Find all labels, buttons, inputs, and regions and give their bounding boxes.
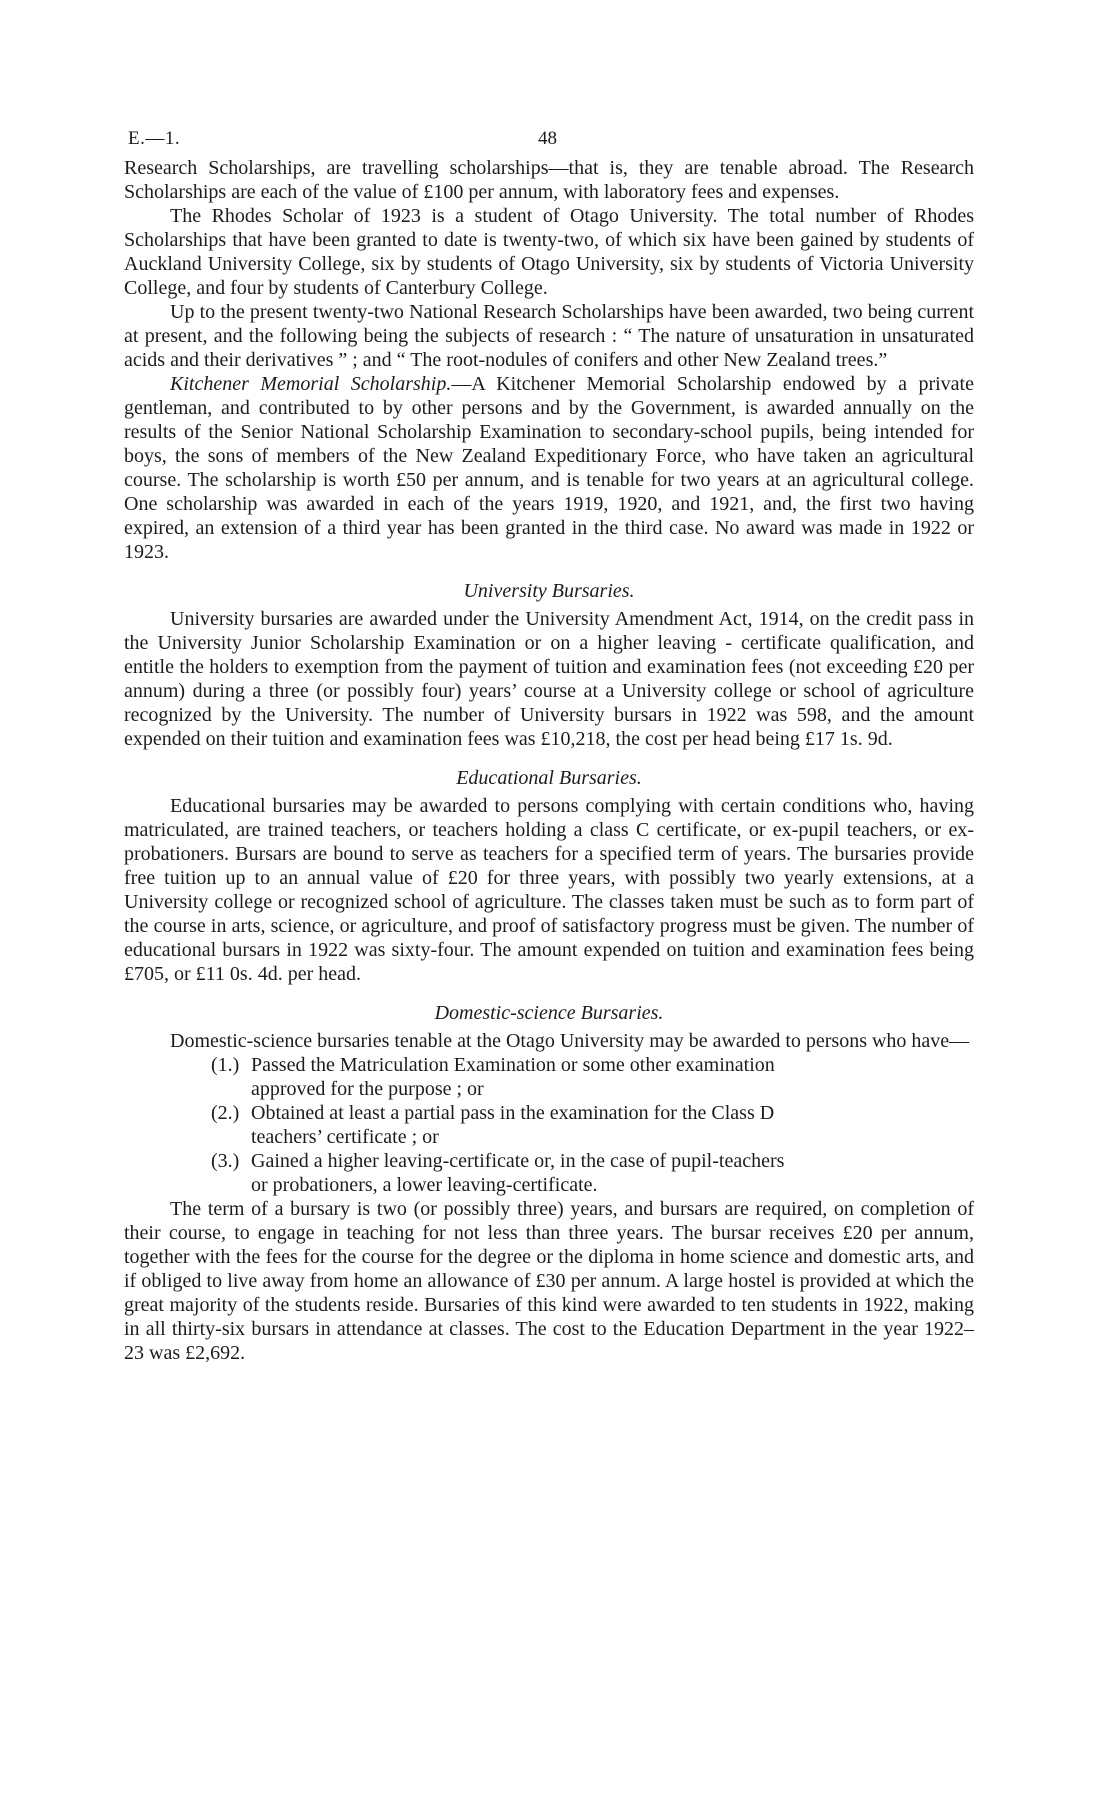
domestic-requirements-list — [124, 1053, 974, 1197]
heading-domestic-science-bursaries: Domestic-science Bursaries. — [434, 1002, 664, 1024]
kitchener-title: Kitchener Memorial Scholarship. — [170, 373, 452, 395]
kitchener-text: —A Kitchener Memorial Scholarship endowed by a private gentleman, and contributed to by other persons and by the Government, is awarded annually on the results of the Senior National Scholarship Examination to secondary-school pupils, being intended for boys, the sons of members of the New Zealand Expeditionary Force, who have taken an agricultural course. The scholarship is worth £50 per annum, and is tenable for two years at an agricultural college. One scholarship was awarded in each of the years 1919, 1920, and 1921, and, the first two having expired, an extension of a third year has been granted in the third case. No award was made in 1922 or 1923. — [124, 373, 974, 563]
document-page — [124, 122, 974, 1365]
list-item — [124, 1101, 974, 1149]
list-item-continuation: or probationers, a lower leaving-certificate. — [251, 1174, 598, 1196]
heading-educational-bursaries: Educational Bursaries. — [456, 767, 642, 789]
paragraph-research-scholarships: Research Scholarships, are travelling scholarships—that is, they are tenable abroad. The Research Scholarships are each of the value of £100 per annum, with laboratory fees and expenses. — [124, 157, 974, 203]
page-number: 48 — [538, 128, 557, 149]
list-item — [124, 1053, 974, 1101]
paragraph-university-bursaries: University bursaries are awarded under the University Amendment Act, 1914, on the credit pass in the University Junior Scholarship Examination or on a higher leaving - certificate qualification, and entitle the holders to exemption from the payment of tuition and examination fees (not exceeding £20 per annum) during a three (or possibly four) years’ course at a University college or school of agriculture recognized by the University. The number of University bursars in 1922 was 598, and the amount expended on their tuition and examination fees was £10,218, the cost per head being £17 1s. 9d. — [124, 608, 974, 750]
list-item-text: Obtained at least a partial pass in the examination for the Class D — [251, 1102, 775, 1124]
list-item-text: Gained a higher leaving-certificate or, in the case of pupil-teachers — [251, 1150, 785, 1172]
paragraph-educational-bursaries: Educational bursaries may be awarded to persons complying with certain conditions who, having matriculated, are trained teachers, or teachers holding a class C certificate, or ex-pupil teachers, or ex-probationers. Bursars are bound to serve as teachers for a specified term of years. The bursaries provide free tuition up to an annual value of £20 for three years, with possibly two yearly extensions, at a University college or recognized school of agriculture. The classes taken must be such as to form part of the course in arts, science, or agriculture, and proof of satisfactory progress must be given. The number of educational bursars in 1922 was sixty-four. The amount expended on tuition and examination fees being £705, or £11 0s. 4d. per head. — [124, 795, 974, 985]
list-item-continuation: teachers’ certificate ; or — [251, 1126, 439, 1148]
list-item-continuation: approved for the purpose ; or — [251, 1078, 484, 1100]
paragraph-rhodes-scholar: The Rhodes Scholar of 1923 is a student of Otago University. The total number of Rhodes Scholarships that have been granted to date is twenty-two, of which six have been gained by students of Auckland University College, six by students of Otago University, six by students of Victoria University College, and four by students of Canterbury College. — [124, 205, 974, 299]
page-header — [124, 122, 974, 152]
paragraph-domestic-closing: The term of a bursary is two (or possibly three) years, and bursars are required, on completion of their course, to engage in teaching for not less than three years. The bursar receives £20 per annum, together with the fees for the course for the degree or the diploma in home science and domestic arts, and if obliged to live away from home an allowance of £30 per annum. A large hostel is provided at which the great majority of the students reside. Bursaries of this kind were awarded to ten students in 1922, making in all thirty-six bursars in attendance at classes. The cost to the Education Department in the year 1922–23 was £2,692. — [124, 1198, 974, 1364]
paragraph-kitchener — [124, 372, 974, 564]
list-item-text: Passed the Matriculation Examination or some other examination — [251, 1054, 775, 1076]
paragraph-national-research: Up to the present twenty-two National Research Scholarships have been awarded, two being current at present, and the following being the subjects of research : “ The nature of unsaturation in unsaturated acids and their derivatives ” ; and “ The root-nodules of conifers and other New Zealand trees.” — [124, 301, 974, 371]
list-item-number: (1.) — [211, 1054, 240, 1076]
document-body — [124, 156, 974, 1365]
list-item — [124, 1149, 974, 1197]
list-item-number: (2.) — [211, 1102, 240, 1124]
list-item-number: (3.) — [211, 1150, 240, 1172]
heading-university-bursaries: University Bursaries. — [463, 580, 635, 602]
document-reference: E.—1. — [128, 128, 181, 149]
paragraph-domestic-intro: Domestic-science bursaries tenable at the Otago University may be awarded to persons who have— — [170, 1030, 970, 1052]
